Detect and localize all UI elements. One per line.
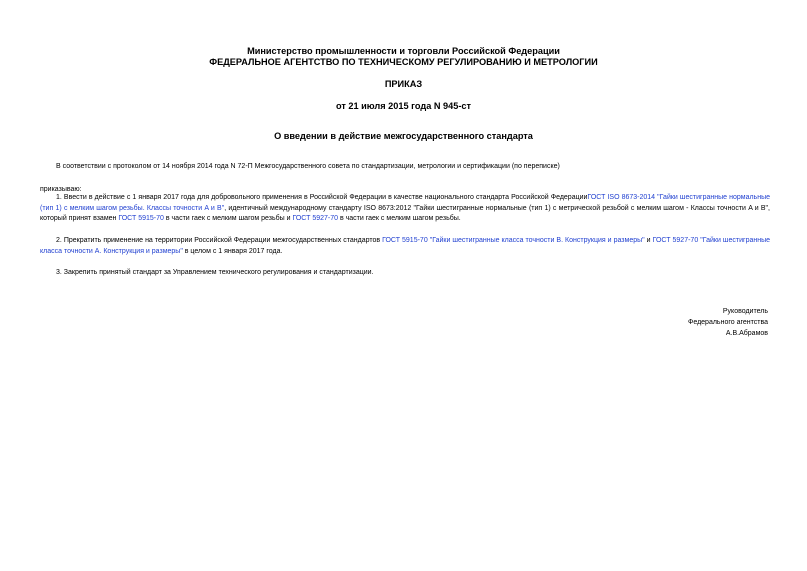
item-1-text-a: 1. Ввести в действие с 1 января 2017 года для добровольного применения в Российской Федерации в качестве национального стандарта Российской Федерации: [56, 194, 588, 201]
item-3-paragraph: 3. Закрепить принятый стандарт за Управлением технического регулирования и стандартизации.: [56, 269, 374, 276]
gost-iso-8673-link[interactable]: ГОСТ ISO 8673-2014 "Гайки шестигранные нормальные (тип 1) с мелким шагом резьбы. Классы точности A и B": [40, 194, 770, 212]
order-word: приказываю:: [40, 186, 82, 193]
document-type: ПРИКАЗ: [384, 79, 423, 89]
item-1-text-d: в части гаек с мелким шагом резьбы.: [338, 215, 461, 222]
gost-5915-70-full-link[interactable]: ГОСТ 5915-70 "Гайки шестигранные класса точности В. Конструкция и размеры": [382, 237, 645, 244]
signature-organization: Федерального агентства: [688, 319, 768, 326]
item-2-text-c: в целом с 1 января 2017 года.: [182, 247, 283, 255]
gost-5927-link[interactable]: ГОСТ 5927-70: [292, 215, 339, 222]
item-1-text-b: , идентичный международному стандарту ISO 8673:2012 "Гайки шестигранные нормальные (тип 1) с метрической резьбой с мелким шагом - Классы точности A и B", который принят взамен: [40, 204, 770, 222]
item-2-text-b: и: [644, 237, 653, 244]
preamble-paragraph: В соответствии с протоколом от 14 ноября 2014 года N 72-П Межгосударственного совета по стандартизации, метрологии и сертификации (по переписке): [56, 163, 560, 170]
gost-5915-link[interactable]: ГОСТ 5915-70: [118, 215, 164, 222]
document-subject: О введении в действие межгосударственного стандарта: [274, 131, 533, 141]
item-2-text-a: 2. Прекратить применение на территории Российской Федерации межгосударственных стандартов: [56, 237, 383, 244]
item-1-paragraph: [40, 193, 770, 225]
ministry-title: Министерство промышленности и торговли Российской Федерации: [247, 46, 560, 56]
document-date-number: от 21 июля 2015 года N 945-ст: [335, 101, 472, 111]
signature-name: А.В.Абрамов: [725, 330, 768, 337]
gost-5927-70-full-link[interactable]: ГОСТ 5927-70 "Гайки шестигранные класса точности А. Конструкция и размеры": [40, 237, 771, 255]
item-1-text-c: в части гаек с мелким шагом резьбы и: [163, 215, 293, 222]
agency-title: ФЕДЕРАЛЬНОЕ АГЕНТСТВО ПО ТЕХНИЧЕСКОМУ РЕГУЛИРОВАНИЮ И МЕТРОЛОГИИ: [209, 57, 598, 67]
signature-position: Руководитель: [722, 308, 768, 315]
item-2-paragraph: [40, 236, 770, 257]
